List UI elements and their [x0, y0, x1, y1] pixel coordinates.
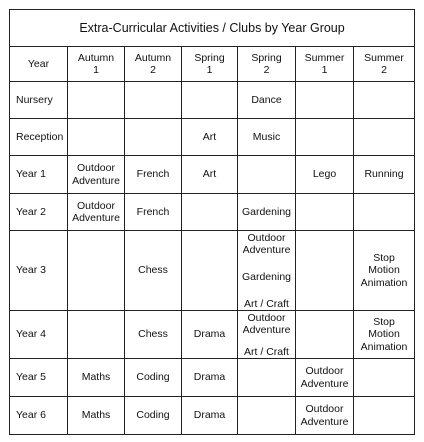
- empty-cell: [296, 311, 354, 359]
- activity-cell: [68, 359, 125, 397]
- year-label: Nursery: [10, 82, 68, 119]
- header-line: 1: [206, 64, 213, 76]
- activity-cell: [296, 359, 354, 397]
- header-line: Autumn: [134, 51, 172, 64]
- year-label: Year 5: [10, 359, 68, 397]
- year-label: Year 2: [10, 194, 68, 231]
- activity-line: Adventure: [72, 174, 120, 187]
- activity-line: Motion: [368, 264, 400, 277]
- activity-line: French: [136, 205, 170, 218]
- empty-cell: [296, 194, 354, 231]
- activity-line: Art / Craft: [244, 297, 289, 310]
- header-line: 1: [93, 64, 99, 76]
- activity-line: Maths: [81, 371, 111, 384]
- header-line: Summer: [364, 51, 404, 64]
- activity-cell: [238, 311, 296, 359]
- header-term: [354, 47, 415, 82]
- activity-line: Stop: [373, 316, 395, 329]
- header-term: [125, 47, 182, 82]
- empty-cell: [182, 231, 238, 311]
- header-term: [182, 47, 238, 82]
- activity-line: Art: [202, 168, 217, 181]
- activity-line: Adventure: [72, 212, 120, 224]
- activity-group: [243, 232, 291, 256]
- activity-cell: [125, 359, 182, 397]
- header-line: 1: [321, 64, 328, 76]
- activity-group: [243, 312, 291, 336]
- header-line: Summer: [304, 51, 345, 64]
- table-row: [10, 119, 415, 156]
- activity-cell: [125, 194, 182, 231]
- activity-cell: [354, 156, 415, 194]
- year-label: Year 3: [10, 231, 68, 311]
- activity-cell: [354, 311, 415, 359]
- activity-line: Outdoor: [77, 162, 115, 175]
- activity-cell: [296, 156, 354, 194]
- header-line: Autumn: [77, 51, 115, 64]
- activity-cell: [125, 156, 182, 194]
- empty-cell: [354, 397, 415, 435]
- empty-cell: [238, 397, 296, 435]
- activity-line: Adventure: [300, 415, 349, 428]
- empty-cell: [68, 82, 125, 119]
- activity-line: Maths: [81, 409, 111, 422]
- activity-line: Coding: [136, 409, 170, 422]
- year-label: Year 4: [10, 311, 68, 359]
- activity-line: Gardening: [241, 271, 292, 283]
- activity-cell: [296, 397, 354, 435]
- table-row: [10, 231, 415, 311]
- activity-line: Running: [364, 168, 404, 181]
- empty-cell: [68, 119, 125, 156]
- activity-line: Adventure: [242, 244, 291, 257]
- activities-table: [9, 9, 415, 435]
- table-row: [10, 82, 415, 119]
- empty-cell: [296, 119, 354, 156]
- table-row: [10, 359, 415, 397]
- empty-cell: [68, 311, 125, 359]
- activity-line: Gardening: [241, 205, 292, 218]
- activity-cell: [182, 311, 238, 359]
- activity-line: Outdoor: [305, 365, 344, 378]
- activity-line: Art / Craft: [244, 345, 289, 358]
- activity-line: Chess: [138, 328, 168, 341]
- header-line: Spring: [251, 51, 282, 64]
- activity-cell: [68, 156, 125, 194]
- activity-line: Outdoor: [77, 199, 115, 212]
- header-line: 2: [263, 64, 270, 76]
- activity-line: Music: [252, 130, 281, 143]
- activity-cell: [182, 397, 238, 435]
- empty-cell: [354, 82, 415, 119]
- activity-stack: [241, 311, 292, 358]
- activity-line: Outdoor: [247, 312, 286, 324]
- empty-cell: [125, 82, 182, 119]
- activity-line: Drama: [193, 371, 226, 384]
- activity-line: Dance: [251, 93, 282, 106]
- activity-line: Outdoor: [305, 403, 344, 416]
- empty-cell: [182, 82, 238, 119]
- empty-cell: [238, 156, 296, 194]
- header-line: 2: [381, 64, 387, 76]
- activity-stack: [241, 231, 292, 310]
- activity-line: Stop: [373, 252, 395, 265]
- activity-line: Animation: [360, 340, 408, 353]
- empty-cell: [354, 194, 415, 231]
- activity-cell: [68, 397, 125, 435]
- header-row: [10, 47, 415, 82]
- activity-cell: [238, 82, 296, 119]
- table-row: [10, 397, 415, 435]
- table-row: [10, 194, 415, 231]
- empty-cell: [182, 194, 238, 231]
- header-line: Year: [27, 57, 50, 70]
- activity-cell: [125, 397, 182, 435]
- empty-cell: [296, 231, 354, 311]
- year-label: Year 6: [10, 397, 68, 435]
- activity-line: French: [136, 168, 170, 181]
- empty-cell: [238, 359, 296, 397]
- activity-line: Motion: [368, 328, 400, 341]
- table-row: [10, 156, 415, 194]
- activity-cell: [182, 156, 238, 194]
- header-line: 2: [150, 64, 156, 76]
- table-title: Extra-Curricular Activities / Clubs by Year Group: [10, 10, 415, 47]
- activity-cell: [125, 231, 182, 311]
- activity-line: Coding: [136, 371, 170, 384]
- year-label: Year 1: [10, 156, 68, 194]
- header-line: Spring: [194, 51, 225, 64]
- empty-cell: [68, 231, 125, 311]
- empty-cell: [354, 119, 415, 156]
- activity-line: Adventure: [300, 377, 349, 390]
- table-row: [10, 311, 415, 359]
- header-term: [68, 47, 125, 82]
- activity-line: Chess: [138, 264, 168, 277]
- activity-line: Lego: [312, 168, 337, 181]
- activity-line: Animation: [360, 276, 408, 289]
- empty-cell: [296, 82, 354, 119]
- activity-cell: [182, 359, 238, 397]
- activity-line: Drama: [193, 409, 226, 422]
- activity-line: Adventure: [242, 324, 291, 337]
- activity-cell: [238, 194, 296, 231]
- header-term: [296, 47, 354, 82]
- activity-cell: [125, 311, 182, 359]
- activity-cell: [68, 194, 125, 231]
- year-label: Reception: [10, 119, 68, 156]
- activity-line: Art: [202, 130, 217, 143]
- empty-cell: [354, 359, 415, 397]
- activity-cell: [238, 231, 296, 311]
- activity-line: Drama: [193, 328, 226, 341]
- activity-cell: [238, 119, 296, 156]
- header-term: [238, 47, 296, 82]
- activity-cell: [182, 119, 238, 156]
- empty-cell: [125, 119, 182, 156]
- header-year: [10, 47, 68, 82]
- activity-line: Outdoor: [247, 232, 286, 244]
- activity-cell: [354, 231, 415, 311]
